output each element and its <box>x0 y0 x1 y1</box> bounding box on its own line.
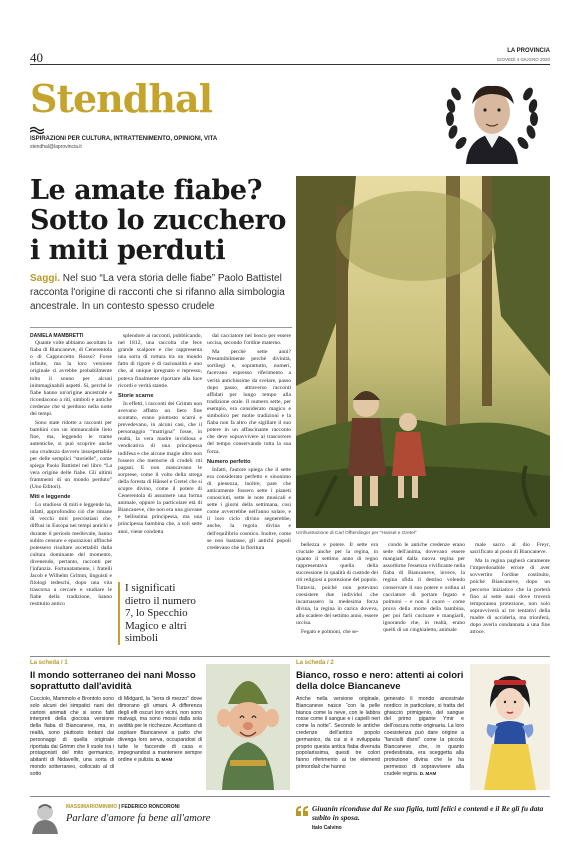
hansel-gretel-illustration <box>296 176 550 528</box>
box1-column-2 <box>118 696 202 790</box>
column-quote: Parlare d'amore fa bene all'amore <box>66 813 211 824</box>
article-paragraph: condo le antiche credenze erano sede dell'anima, dovevano essere mangiati dalla nuova regina per assorbirne l'essenza vivificante nella fiaba di Biancaneve, invece, la regina sfida il destino volendo conservare il suo potere e ordina al cacciatore di portare fegato e polmoni – e non il cuore – come prova della morte della bambina, per poi farli cucinare e mangiarli, ignorando che, in realtà, erano quelli di un cinghialetto, animale <box>383 542 465 634</box>
dwarf-illustration <box>206 664 290 790</box>
box2-text: generato il mondo ancestrale nordico: in particolare, si tratta del ghiaccio primigenio, del sangue del primo gigante Ymir e dell'oscura notte originaria. La loro coesistenza può dare origine a “fanciulli divini” come la piccola Biancaneve che, in quanto predestinata, era sceggetta alla protezione divina che le ha permesso di sopravvivere alla crudele regina. <box>384 696 464 777</box>
literary-quote-author: Italo Calvino <box>312 825 342 831</box>
box1-signature: D. MAM <box>155 757 173 763</box>
headline-line: i miti perduti <box>30 235 226 266</box>
literary-quote-text: Giuanin riconduse dal Re sua figlia, tutti felici e contenti e il Re gli fu data subito in sposa. <box>312 804 544 822</box>
newspaper-name: LA PROVINCIA <box>507 48 550 54</box>
column-footer-left <box>66 804 286 824</box>
section-email[interactable]: stendhal@laprovincia.it <box>30 144 82 150</box>
article-subhead: Storie scarne <box>118 392 154 399</box>
headline-line: Le amate fiabe? <box>30 175 262 206</box>
article-paragraph: Ma perché sette anni? Presumibilmente perché divinità, sortilegi e, soprattutto, numeri, facevano espresso riferimento a verità antichissime da svelare, passo dopo passo, attraverso racconti affidati per lungo tempo alla tradizione orale. Il numero sette, per esempio, era considerato magico e simbolico per molte tradizioni e la fiaba non fa altro che sigillare il suo potere in un affascinante racconto che deve sopravvivere al trascorrere del tempo conservando tutta la sua forza. <box>207 349 291 455</box>
article-column-6 <box>470 542 550 652</box>
box1-column-1: Cucciolo, Mammolo e Brontolo sono solo alcuni dei simpatici nani dei cartoni animati che si sono fatti interpreti della giocosa versione della fiaba di Biancaneve, ma, in realtà, sono piuttosto lontani dai personaggi di quella originale riportata dai Grimm che li vuole tra i protagonisti del mito germanico, abitanti di Nidavellir, una sorta di mondo sotterraneo, collocato al di sotto <box>30 696 114 777</box>
deck-text: Nel suo “La vera storia delle fiabe” Paolo Battistel racconta l'origine di racconti che si rifanno alla simbologia ancestrale. In un contesto spesso crudele <box>30 273 285 312</box>
issue-date: GIOVEDÌ 4 GIUGNO 2020 <box>496 57 550 62</box>
article-column-1 <box>30 333 112 651</box>
stendhal-portrait-logo <box>436 72 548 164</box>
article-paragraph: Infatti, l'autore spiega che il sette era considerato perfetto e sinonimo di pienezza, inoltre, pare che anticamente fossero sette i pianeti conosciuti, sette le note musicali e sette i giorni della settimana, così come avverrebbe nell'anno solare, e il loro ciclo divino segnerebbe, anche, la regola divina e dell'equilibrio cosmico. Inoltre, come se non bastasse, gli antichi popoli credevano che la fioritura <box>207 466 291 551</box>
boxes-rule <box>30 656 550 657</box>
article-column-5 <box>383 542 465 652</box>
literary-quote <box>296 804 550 833</box>
article-paragraph: Sono state ridotte a racconti per bambini con un immancabile lieto fine, ma, leggendo le trame autentiche, si può scoprire anche una crudezza davvero insospettabile per delle semplici “storielle”, come spiega Paolo Battistel nel libro “La vera origine delle fiabe. Gli ultimi frammenti di un mondo perduto” (Uno Editori). <box>30 420 112 490</box>
article-deck <box>30 272 292 314</box>
columnist-portrait <box>30 800 60 834</box>
footer-rule <box>30 796 550 797</box>
article-paragraph: Ma la regina pagherà caramente l'imperdonabile errore di aver sovvertito l'ordine costituito, poiché Biancaneve, dopo un percorso iniziatico che la porterà fino ai sette nani dove troverà temporanea protezione, non solo sopravviverà ai tre tentativi della madre di ucciderla, ma trionferà, dopo averla condannata a una fine atroce. <box>470 558 550 636</box>
article-paragraph: In effetti, i racconti dei Grimm non avevano affatto un lieto fine scontato, erano piuttosto scarni e prevedevano, in alcuni casi, che il personaggio “matrigna” fosse, in realtà, la vera madre invidiosa e vendicativa di una principessa indifesa e che alcune magie altro non fossero che memorie di crudeli riti pagani. E non mancavano le sorprese, come il volto della strega della foresta di Hänsel e Gretel che si scopre divino, come il potere di Cenerentola di assumere una forma animale, oppure la particolare età di Biancaneve, che non era una giovane e bellissima principessa, ma una principessa bambina che, a soli sette anni, viene condotta <box>118 400 202 535</box>
box2-signature: D. MAM <box>419 770 437 776</box>
article-paragraph: Quante volte abbiamo ascoltato la fiaba di Biancaneve, di Cenerentola o di Cappuccetto Rosso? Forse infinite, ma la loro versione originale ci avrebbe probabilmente tolto il sonno per alcuni inimmaginabili aspetti. Sì, perché le fiabe hanno un'origine ancestrale e ricondacono a riti, simboli e antiche credenze che si perdono nella notte dei tempi. <box>30 340 112 418</box>
article-column-2 <box>118 333 202 573</box>
article-paragraph: Fegato e polmoni, che se- <box>301 629 359 636</box>
column-label <box>66 804 286 810</box>
deck-rule <box>30 327 292 328</box>
section-tagline: ISPIRAZIONI PER CULTURA, INTRATTENIMENTO, OPINIONI, VITA <box>30 136 218 142</box>
box2-label: La scheda / 2 <box>296 660 334 666</box>
deck-kicker: Saggi. <box>30 273 61 284</box>
box2-title: Bianco, rosso e nero: attenti ai colori della dolce Biancaneve <box>296 670 464 692</box>
article-paragraph: male sacro al dio Freyr, sacrificato al posto di Biancaneve. <box>470 542 550 556</box>
headline-line: Sotto lo zucchero <box>30 205 286 236</box>
pull-quote: I significati dietro il numero 7, lo Specchio Magico e altri simboli <box>118 582 198 645</box>
column-author: | FEDERICO RONCORONI <box>117 804 180 810</box>
page-number: 40 <box>30 50 43 65</box>
article-paragraph: Lo studioso di miti e leggende ha, infatti, approfondito ciò che rimane di vecchi miti precristiani che, diffusi in Europa nei tempi antichi e durante il periodo medievale, hanno subito censure e epurazioni affinché potessero risultare accettabili dalla cultura dominante del momento, divenendo, pertanto, racconti per l'infanzia. Fortunatamente, i fratelli Jacob e Wilhelm Grimm, linguisti e filologi tedeschi, dopo una vita trascorsa a cercare e studiare le fiabe della tradizione, hanno restituito antico <box>30 502 112 608</box>
article-subhead: Miti e leggende <box>30 494 71 501</box>
box2-column-2 <box>384 696 464 790</box>
article-paragraph: splendore ai racconti, pubblicando, nel 1812, una raccolta che fece grande scalpore e che rappresenta una sorta di rottura tra un mondo fatto di rigore e di razionalità e uno che, al unique ipregnato e represso, poteva finalmente riportare alla luce ricordi e verità stantie. <box>118 333 202 389</box>
box1-label: La scheda / 1 <box>30 660 68 666</box>
wave-icon <box>30 126 44 134</box>
article-subhead: Numero perfetto <box>207 458 251 465</box>
article-headline <box>30 176 300 266</box>
box1-text: di Midgard, la “terra di mezzo” dove dimorano gli umani. A differenza degli elfi oscuri loro vicini, non sono malvagi, ma sono mossi dalla sola avidità per le ricchezze. Accettano di ospitare Biancaneve a patto che divenga loro serva, occupandosi di tutte le faccende di casa e impegnandosi a mantenere sempre ordine e pulizia. <box>118 696 202 764</box>
section-title: Stendhal <box>30 76 213 121</box>
article-paragraph: bellezza e potere. Il sette era cruciale anche per la regina, in quanto il settimo anno di regno rappresentava quella della successione in qualità di custode dei riti religiosi a protezione del popolo. Tuttavia, poiché non potevano coesistere due individui che incarnassero la medesima forza divina, la regina in carica doveva, allo scadere del settimo anno, essere uccisa. <box>296 542 378 627</box>
header-rule <box>30 64 550 65</box>
illustration-caption: Un’illustrazione di Carl Offterdinger per “Hansel e Gretel” <box>296 531 417 536</box>
article-column-3 <box>207 333 291 651</box>
article-byline: DANIELA MAMBRETTI <box>30 333 84 339</box>
column-name: MASSIMARIOMINIMO <box>66 804 118 810</box>
article-paragraph: dal cacciatore nel bosco per essere uccisa, secondo l'ordine materno. <box>207 333 291 347</box>
box1-title: Il mondo sotterraneo dei nani Mosso soprattutto dall'avidità <box>30 670 196 692</box>
box2-column-1: Anche nella versione originale, Biancaneve nasce “con la pelle bianca come la neve, con le labbra rosse come il sangue e i capelli neri come la notte”. Secondo le antiche credenze dell'antico popolo germanico, da cui si è sviluppata proprio questa antica fiaba divenuta popolarissima, questi tre colori fanno riferimento ai tre elementi primordiali che hanno <box>296 696 380 770</box>
snow-white-illustration <box>470 664 550 790</box>
article-column-4 <box>296 542 378 652</box>
